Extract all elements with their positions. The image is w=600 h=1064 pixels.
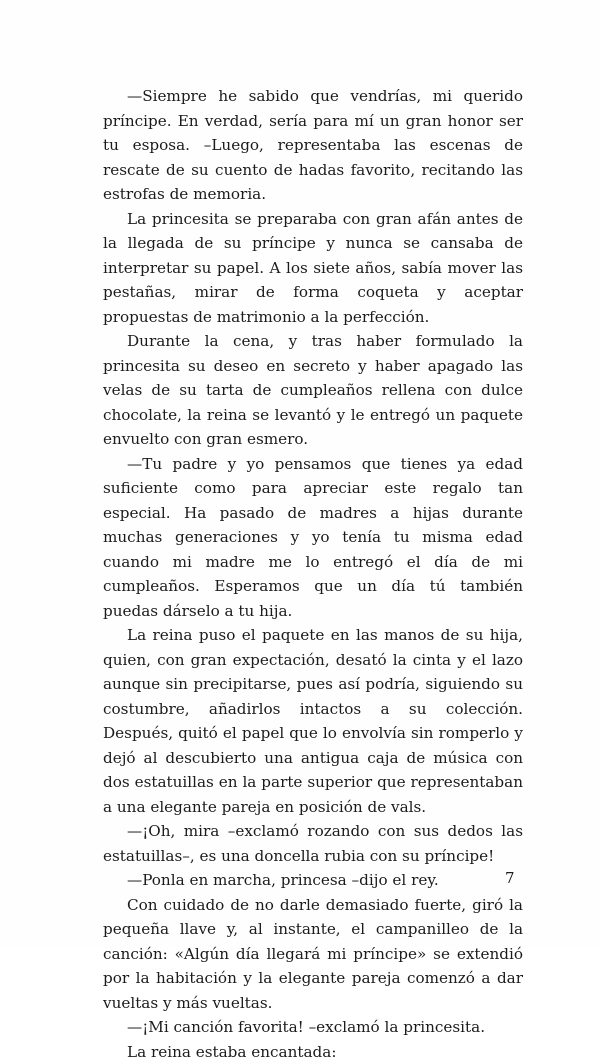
paragraph-7: —Ponla en marcha, princesa –dijo el rey. <box>103 868 523 893</box>
paragraph-5: La reina puso el paquete en las manos de su hija, quien, con gran expectación, desató la cinta y el lazo aunque sin precipitarse, pues así podría, siguiendo su costumbre, añadirlos intactos a su colección. Después, quitó el papel que lo envolvía sin romperlo y dejó al descubierto una antigua caja de música con dos estatuillas en la parte superior que representaban a una elegante pareja en posición de vals. <box>103 623 523 819</box>
page-body-text <box>103 84 523 1064</box>
paragraph-10: La reina estaba encantada: <box>103 1040 523 1064</box>
paragraph-4: —Tu padre y yo pensamos que tienes ya edad suficiente como para apreciar este regalo tan especial. Ha pasado de madres a hijas durante muchas generaciones y yo tenía tu misma edad cuando mi madre me lo entregó el día de mi cumpleaños. Esperamos que un día tú también puedas dárselo a tu hija. <box>103 452 523 624</box>
paragraph-8: Con cuidado de no darle demasiado fuerte, giró la pequeña llave y, al instante, el campanilleo de la canción: «Algún día llegará mi príncipe» se extendió por la habitación y la elegante pareja comenzó a dar vueltas y más vueltas. <box>103 893 523 1016</box>
paragraph-3: Durante la cena, y tras haber formulado la princesita su deseo en secreto y haber apagado las velas de su tarta de cumpleaños rellena con dulce chocolate, la reina se levantó y le entregó un paquete envuelto con gran esmero. <box>103 329 523 452</box>
paragraph-6: —¡Oh, mira –exclamó rozando con sus dedos las estatuillas–, es una doncella rubia con su príncipe! <box>103 819 523 868</box>
paragraph-1: —Siempre he sabido que vendrías, mi querido príncipe. En verdad, sería para mí un gran honor ser tu esposa. –Luego, representaba las escenas de rescate de su cuento de hadas favorito, recitando las estrofas de memoria. <box>103 84 523 207</box>
paragraph-9: —¡Mi canción favorita! –exclamó la princesita. <box>103 1015 523 1040</box>
page-number: 7 <box>505 869 515 887</box>
paragraph-2: La princesita se preparaba con gran afán antes de la llegada de su príncipe y nunca se cansaba de interpretar su papel. A los siete años, sabía mover las pestañas, mirar de forma coqueta y aceptar propuestas de matrimonio a la perfección. <box>103 207 523 330</box>
